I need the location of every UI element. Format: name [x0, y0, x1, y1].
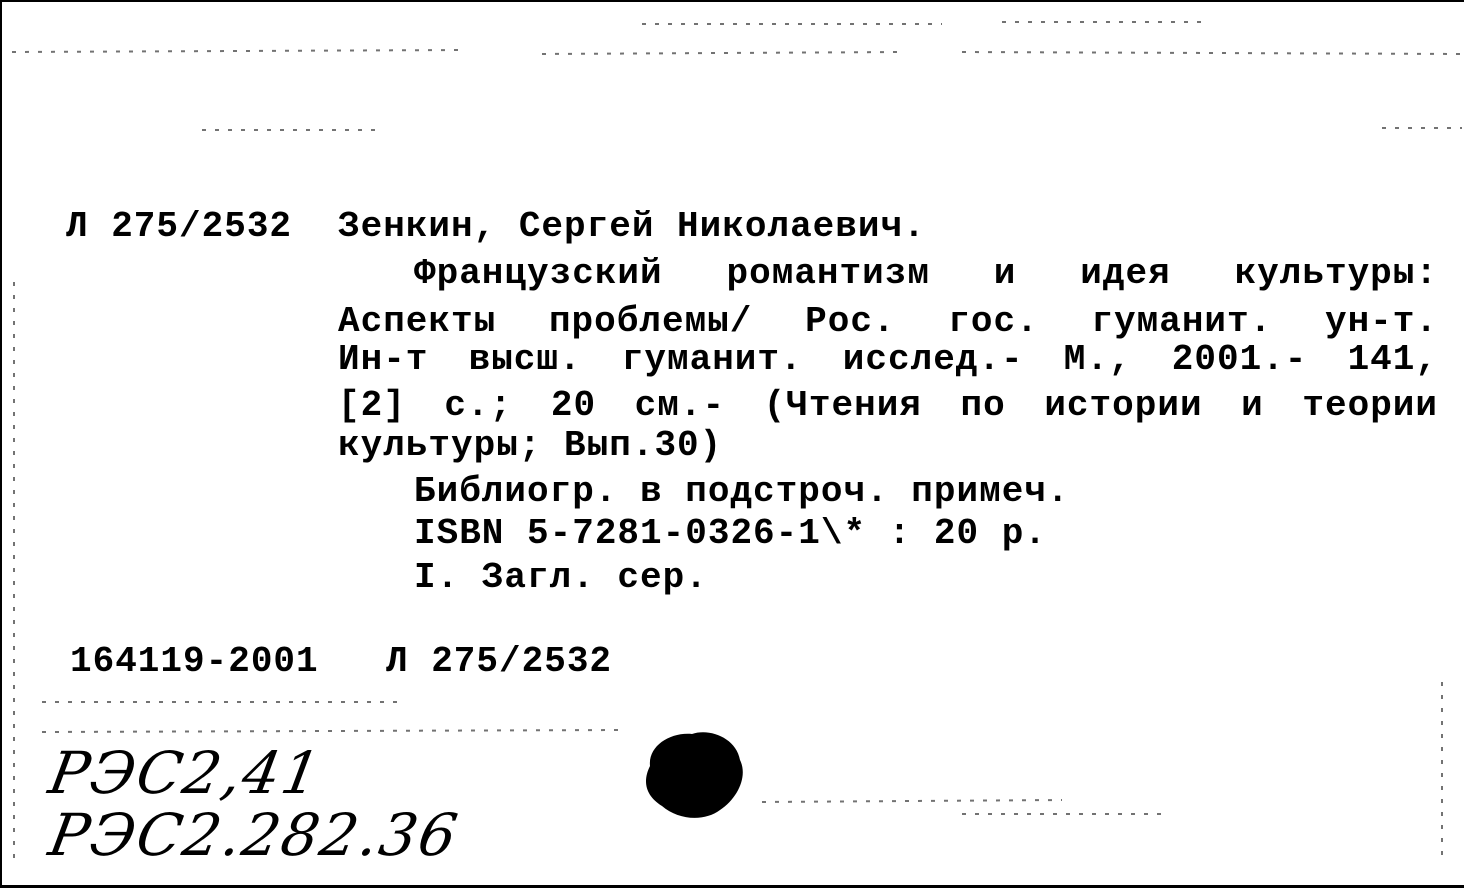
handwritten-shelfmark: РЭС2,41 [44, 739, 327, 807]
title-line: Французский романтизм и идея культуры: [414, 253, 1438, 294]
accession-number: 164119-2001 [70, 641, 319, 682]
call-number-footer: Л 275/2532 [386, 641, 613, 682]
handwritten-shelfmark: РЭС2.282.36 [44, 801, 465, 869]
bibliography-note: Библиогр. в подстроч. примеч. [414, 471, 1070, 512]
call-number: Л 275/2532 [66, 206, 293, 247]
description-line: Ин-т высш. гуманит. исслед.- М., 2001.- 141, [338, 339, 1438, 380]
description-line: культуры; Вып.30) [338, 425, 723, 466]
series-title-note: I. Загл. сер. [414, 557, 708, 598]
description-line: Аспекты проблемы/ Рос. гос. гуманит. ун-т. [338, 301, 1438, 342]
author-heading: Зенкин, Сергей Николаевич. [338, 206, 926, 247]
description-line: [2] с.; 20 см.- (Чтения по истории и теории [338, 385, 1438, 426]
ink-blot [640, 726, 748, 822]
isbn-price-note: ISBN 5-7281-0326-1\* : 20 р. [414, 513, 1047, 554]
